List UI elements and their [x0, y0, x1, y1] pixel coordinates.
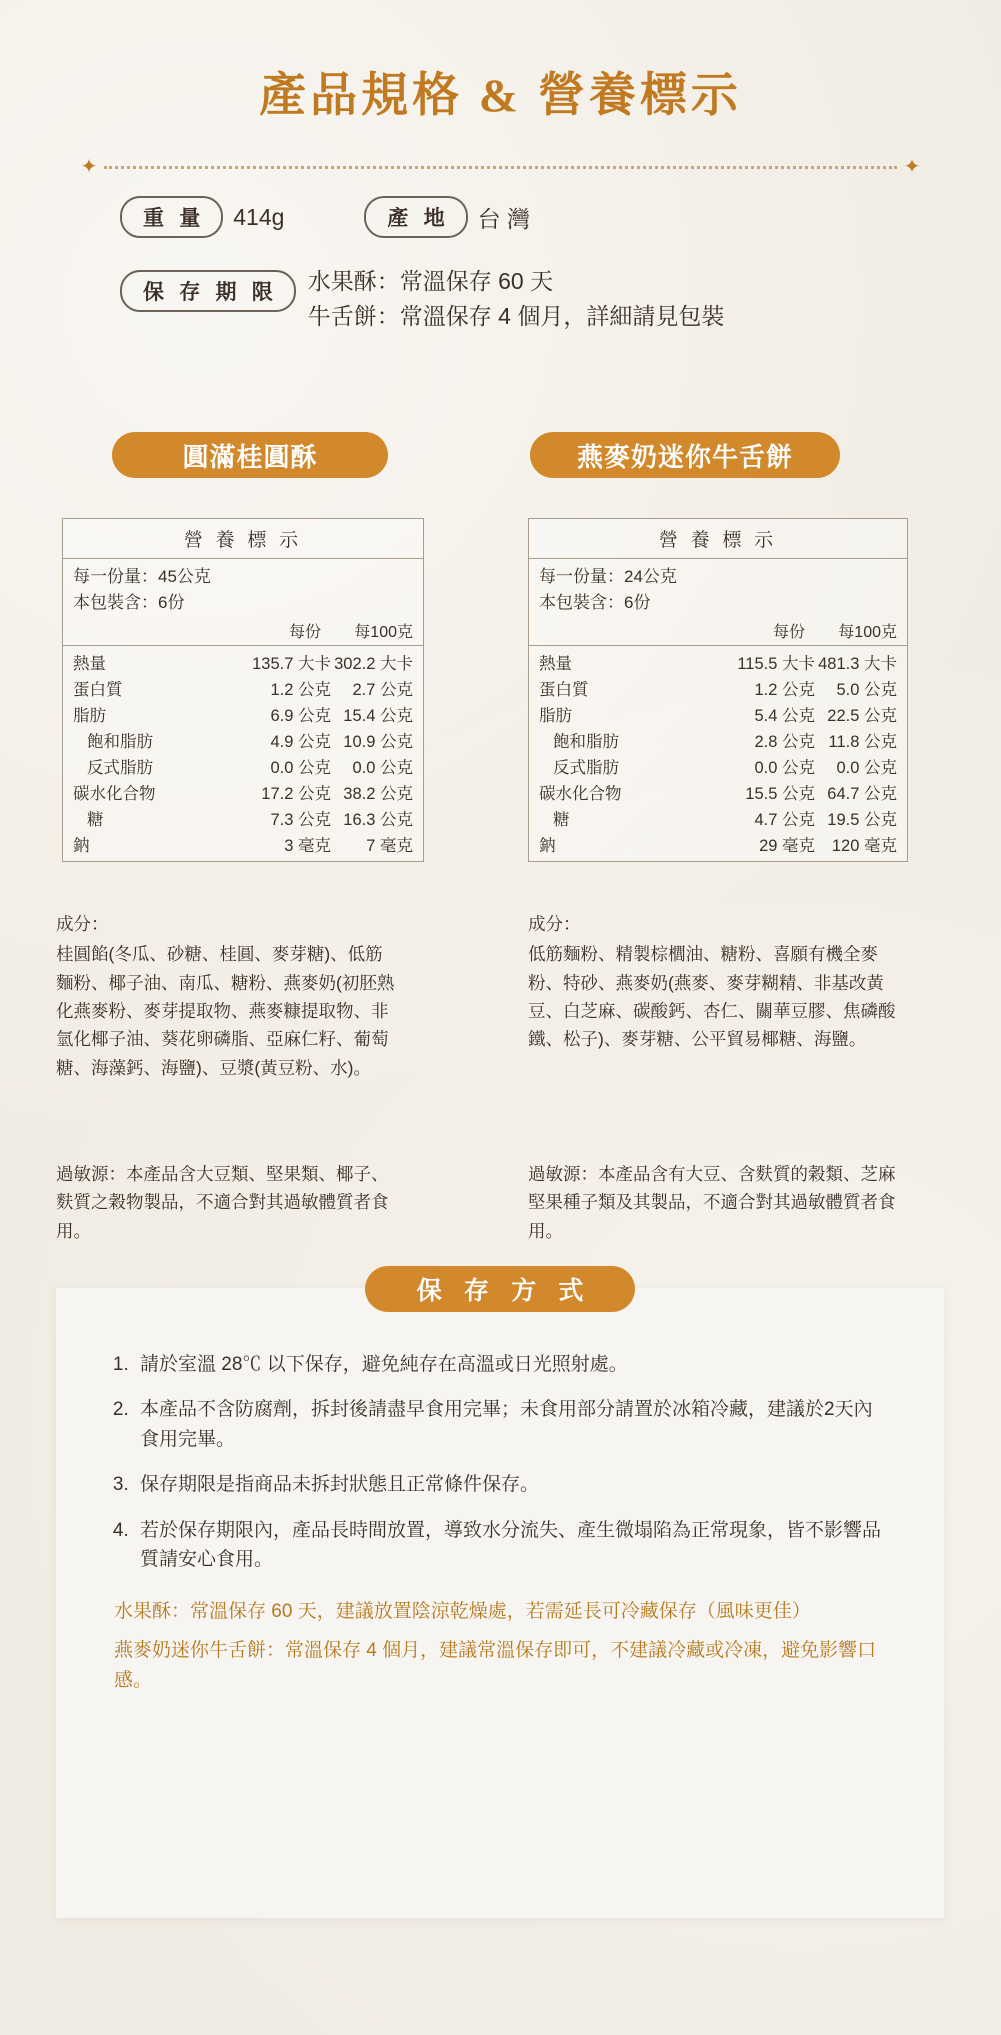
row-per-100g: 15.4 公克 — [343, 706, 413, 725]
nutrition-colheaders-left — [63, 617, 423, 645]
row-per-serving: 0.0 公克 — [754, 758, 815, 777]
row-per-100g: 120 毫克 — [831, 836, 897, 855]
table-row — [529, 727, 907, 753]
nutrition-serving-left — [63, 559, 423, 617]
row-label: 糖 — [87, 810, 104, 829]
row-label: 飽和脂肪 — [553, 732, 619, 751]
row-per-100g: 64.7 公克 — [827, 784, 897, 803]
storage-list — [56, 1288, 944, 1575]
row-per-100g: 22.5 公克 — [827, 706, 897, 725]
row-label: 脂肪 — [539, 706, 572, 725]
list-item: 4. 若於保存期限內，產品長時間放置，導致水分流失、產生微塌陷為正常現象，皆不影響品質請安心食用。 — [134, 1516, 884, 1575]
table-row — [529, 753, 907, 779]
table-row — [529, 831, 907, 857]
nutrition-title-right: 營 養 標 示 — [529, 519, 907, 559]
row-per-100g: 7 毫克 — [366, 836, 413, 855]
serving-size-left: 每一份量：45公克 — [73, 567, 211, 586]
table-row — [529, 701, 907, 727]
nutrition-rows-right — [529, 645, 907, 861]
nutrition-serving-right — [529, 559, 907, 617]
row-label: 脂肪 — [73, 706, 106, 725]
row-per-serving: 15.5 公克 — [745, 784, 815, 803]
list-item: 2. 本產品不含防腐劑，拆封後請盡早食用完畢；未食用部分請置於冰箱冷藏，建議於2天內食用完畢。 — [134, 1395, 884, 1454]
product-name-left: 圓滿桂圓酥 — [112, 432, 388, 478]
list-item: 1. 請於室溫 28℃ 以下保存，避免純存在高溫或日光照射處。 — [134, 1350, 884, 1379]
row-per-100g: 0.0 公克 — [352, 758, 413, 777]
page-title: 產品規格 & 營養標示 — [259, 70, 742, 122]
row-per-serving: 0.0 公克 — [270, 758, 331, 777]
row-per-serving: 17.2 公克 — [261, 784, 331, 803]
ingredients-head-left: 成分： — [56, 914, 109, 934]
nutrition-colheaders-right — [529, 617, 907, 645]
allergen-left: 過敏源：本產品含大豆類、堅果類、椰子、麩質之穀物製品，不適合對其過敏體質者食用。 — [56, 1164, 389, 1241]
table-row — [63, 753, 423, 779]
storage-card — [56, 1278, 944, 1918]
sparkle-right-icon: ✦ — [903, 156, 921, 178]
row-per-serving: 5.4 公克 — [754, 706, 815, 725]
table-row — [63, 779, 423, 805]
servings-per-pack-right: 本包裝含：6份 — [539, 593, 651, 613]
row-label: 糖 — [553, 810, 570, 829]
row-label: 熱量 — [73, 654, 106, 673]
storage-note-fruit-pastry: 水果酥：常溫保存 60 天，建議放置陰涼乾燥處，若需延長可冷藏保存（風味更佳） — [114, 1600, 811, 1622]
row-label: 蛋白質 — [73, 680, 123, 699]
col-per-serving-right: 每份 — [772, 623, 805, 641]
row-label: 鈉 — [73, 836, 90, 855]
row-label: 反式脂肪 — [87, 758, 153, 777]
ingredients-right — [528, 910, 900, 1054]
col-per-100g-left: 每100克 — [354, 623, 413, 641]
table-row — [529, 779, 907, 805]
row-per-100g: 2.7 公克 — [352, 680, 413, 699]
table-row — [63, 675, 423, 701]
origin-value: 台 灣 — [477, 205, 531, 232]
row-per-serving: 6.9 公克 — [270, 706, 331, 725]
row-per-serving: 3 毫克 — [284, 836, 331, 855]
storage-title: 保 存 方 式 — [365, 1266, 635, 1312]
storage-note-oatmilk-cake: 燕麥奶迷你牛舌餅：常溫保存 4 個月，建議常溫保存即可，不建議冷藏或冷凍，避免影響口感。 — [114, 1640, 877, 1691]
row-per-serving: 1.2 公克 — [754, 680, 815, 699]
expiry-values — [308, 264, 725, 333]
allergen-right: 過敏源：本產品含有大豆、含麩質的穀類、芝麻堅果種子類及其製品，不適合對其過敏體質者食用。 — [528, 1164, 896, 1241]
sparkle-left-icon: ✦ — [80, 156, 98, 178]
row-label: 鈉 — [539, 836, 556, 855]
row-per-serving: 135.7 大卡 — [252, 654, 331, 673]
row-label: 碳水化合物 — [73, 784, 156, 803]
row-per-100g: 16.3 公克 — [343, 810, 413, 829]
row-per-100g: 10.9 公克 — [343, 732, 413, 751]
row-per-100g: 0.0 公克 — [836, 758, 897, 777]
row-per-serving: 1.2 公克 — [270, 680, 331, 699]
row-label: 碳水化合物 — [539, 784, 622, 803]
table-row — [63, 701, 423, 727]
ingredients-body-right: 低筋麵粉、精製棕櫚油、糖粉、喜願有機全麥粉、特砂、燕麥奶(燕麥、麥芽糊精、非基改黃豆、白芝麻、碳酸鈣、杏仁、關華豆膠、焦磷酸鐵、松子)、麥芽糖、公平貿易椰糖、海鹽。 — [528, 944, 896, 1050]
servings-per-pack-left: 本包裝含：6份 — [73, 593, 185, 613]
ingredients-head-right: 成分： — [528, 914, 581, 934]
expiry-line-2: 牛舌餅：常溫保存 4 個月，詳細請見包裝 — [307, 302, 725, 329]
ingredients-left — [56, 910, 396, 1082]
row-label: 反式脂肪 — [553, 758, 619, 777]
spec-row-weight-origin — [120, 196, 900, 238]
nutrition-title-left: 營 養 標 示 — [63, 519, 423, 559]
table-row — [529, 675, 907, 701]
origin-label: 產 地 — [364, 196, 467, 238]
row-per-100g: 11.8 公克 — [828, 732, 897, 751]
row-per-serving: 115.5 大卡 — [737, 654, 815, 673]
ingredients-body-left: 桂圓餡(冬瓜、砂糖、桂圓、麥芽糖)、低筋麵粉、椰子油、南瓜、糖粉、燕麥奶(初胚熟化燕麥粉、麥芽提取物、燕麥糠提取物、非氫化椰子油、葵花卵磷脂、亞麻仁籽、葡萄糖、海藻鈣、海鹽)、豆漿(黃豆粉、水)。 — [56, 944, 395, 1078]
nutrition-table-right — [528, 518, 908, 862]
row-per-100g: 19.5 公克 — [827, 810, 897, 829]
decorative-divider — [78, 156, 923, 178]
row-per-100g: 5.0 公克 — [836, 680, 897, 699]
product-name-right: 燕麥奶迷你牛舌餅 — [530, 432, 840, 478]
col-per-100g-right: 每100克 — [838, 623, 897, 641]
table-row — [529, 649, 907, 675]
row-label: 熱量 — [539, 654, 572, 673]
serving-size-right: 每一份量：24公克 — [539, 567, 677, 586]
row-per-serving: 4.7 公克 — [754, 810, 815, 829]
row-label: 蛋白質 — [539, 680, 589, 699]
row-label: 飽和脂肪 — [87, 732, 153, 751]
nutrition-rows-left — [63, 645, 423, 861]
expiry-line-1: 水果酥：常溫保存 60 天 — [307, 268, 554, 294]
row-per-serving: 7.3 公克 — [270, 810, 331, 829]
row-per-100g: 38.2 公克 — [343, 784, 413, 803]
weight-value: 414g — [233, 203, 285, 230]
table-row — [63, 805, 423, 831]
row-per-serving: 4.9 公克 — [270, 732, 331, 751]
table-row — [529, 805, 907, 831]
table-row — [63, 831, 423, 857]
table-row — [63, 727, 423, 753]
dotted-line — [104, 166, 897, 169]
list-item: 3. 保存期限是指商品未拆封狀態且正常條件保存。 — [134, 1470, 884, 1499]
table-row — [63, 649, 423, 675]
storage-notes — [56, 1591, 944, 1695]
row-per-serving: 29 毫克 — [759, 836, 815, 855]
weight-label: 重 量 — [120, 196, 223, 238]
row-per-100g: 481.3 大卡 — [818, 654, 897, 673]
col-per-serving-left: 每份 — [288, 623, 321, 641]
row-per-serving: 2.8 公克 — [754, 732, 815, 751]
nutrition-table-left — [62, 518, 424, 862]
spec-row-expiry — [120, 264, 900, 333]
expiry-label: 保 存 期 限 — [120, 270, 296, 312]
row-per-100g: 302.2 大卡 — [334, 654, 413, 673]
spec-section — [120, 196, 900, 333]
